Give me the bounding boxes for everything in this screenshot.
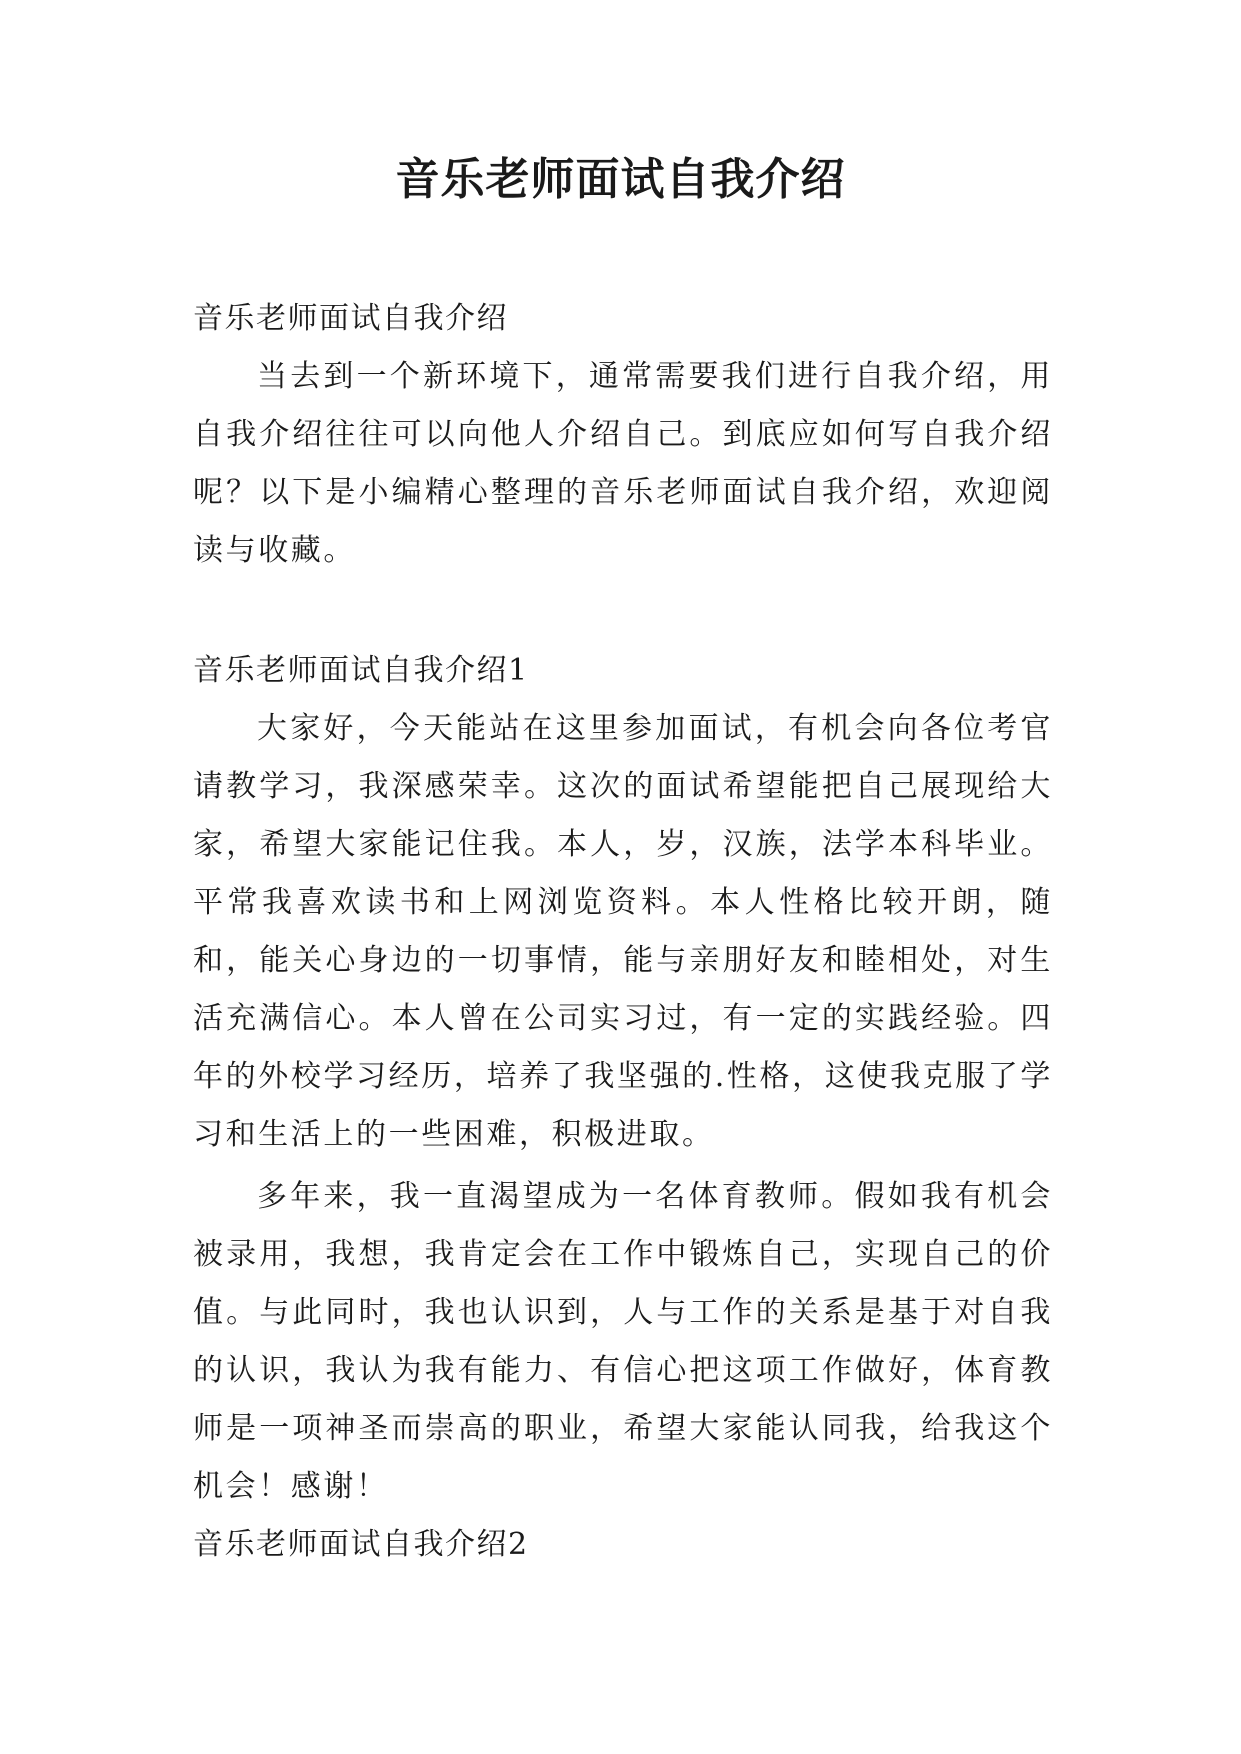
section-1-paragraph-1: 大家好，今天能站在这里参加面试，有机会向各位考官请教学习，我深感荣幸。这次的面试希望能把自己展现给大家，希望大家能记住我。本人，岁，汉族，法学本科毕业。平常我喜欢读书和上网浏览资料。本人性格比较开朗，随和，能关心身边的一切事情，能与亲朋好友和睦相处，对生活充满信心。本人曾在公司实习过，有一定的实践经验。四年的外校学习经历，培养了我坚强的.性格，这使我克服了学习和生活上的一些困难，积极进取。 (193, 711, 1053, 1152)
section-1-heading: 音乐老师面试自我介绍1 (193, 653, 529, 688)
intro-heading: 音乐老师面试自我介绍 (193, 301, 508, 336)
section-spacer (193, 580, 1053, 642)
section-1-paragraph-2: 多年来，我一直渴望成为一名体育教师。假如我有机会被录用，我想，我肯定会在工作中锻炼自己，实现自己的价值。与此同时，我也认识到，人与工作的关系是基于对自我的认识，我认为我有能力、有信心把这项工作做好，体育教师是一项神圣而崇高的职业，希望大家能认同我，给我这个机会！感谢！ (193, 1179, 1053, 1504)
document-title: 音乐老师面试自我介绍 (395, 154, 846, 205)
section-2-heading: 音乐老师面试自我介绍2 (193, 1527, 529, 1562)
intro-paragraph: 当去到一个新环境下，通常需要我们进行自我介绍，用自我介绍往往可以向他人介绍自己。到底应如何写自我介绍呢？以下是小编精心整理的音乐老师面试自我介绍，欢迎阅读与收藏。 (193, 359, 1053, 568)
document-body (193, 290, 1053, 1574)
